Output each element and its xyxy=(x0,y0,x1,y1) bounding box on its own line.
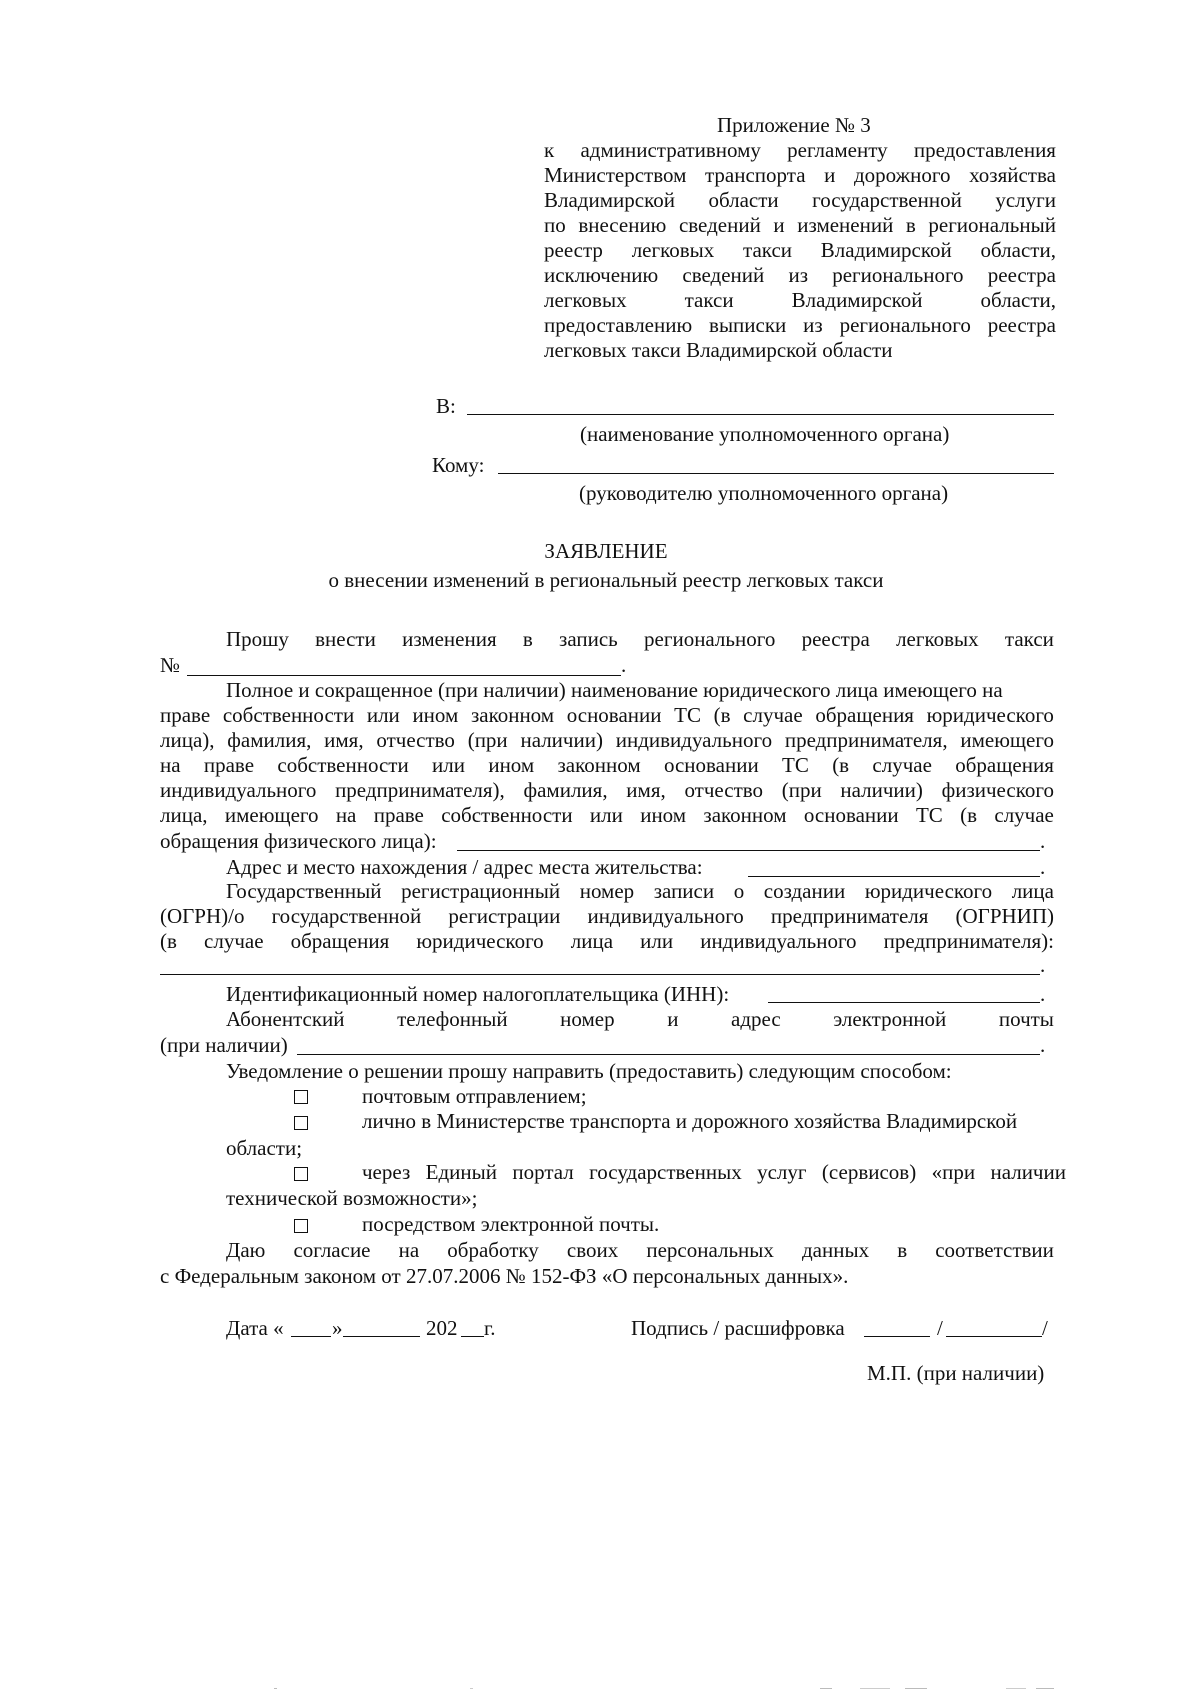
word: легковых xyxy=(896,627,979,651)
word: административному xyxy=(580,138,761,162)
word: Владимирской xyxy=(544,188,675,212)
word: регионального xyxy=(832,263,964,287)
word: ТС xyxy=(674,703,701,727)
word: основании xyxy=(566,703,662,727)
word: внесению xyxy=(578,213,667,237)
word: из xyxy=(803,313,823,337)
word: лица xyxy=(570,929,614,953)
justified-line xyxy=(544,188,1056,213)
word: регионального xyxy=(839,313,971,337)
word: регионального xyxy=(644,627,776,651)
word: изменений xyxy=(797,213,894,237)
word: дорожного xyxy=(853,163,951,187)
word: региональный xyxy=(928,213,1056,237)
word: Единый xyxy=(425,1160,497,1184)
word: исключению xyxy=(544,263,659,287)
word: легковых xyxy=(631,238,715,262)
word: (ОГРНИП) xyxy=(955,904,1054,928)
inn-period: . xyxy=(1040,982,1046,1006)
word: фамилия, xyxy=(227,728,312,752)
annex-title: Приложение № 3 xyxy=(717,113,871,137)
date-year: 202 xyxy=(426,1316,458,1340)
word: законном xyxy=(703,803,787,827)
word: Владимирской xyxy=(791,288,923,312)
word: случае xyxy=(994,803,1054,827)
word: данных xyxy=(802,1238,870,1262)
word: услуг xyxy=(757,1160,807,1184)
word: обращения xyxy=(290,929,390,953)
word: предпринимателя xyxy=(770,904,929,928)
word: физического xyxy=(941,778,1054,802)
word: наличии) xyxy=(840,778,923,802)
word: Владимирской xyxy=(820,238,952,262)
justified-line xyxy=(544,288,1056,313)
justified-line xyxy=(226,879,1054,904)
word: области, xyxy=(980,288,1056,312)
signature-name-field[interactable] xyxy=(946,1336,1042,1337)
owner-name-field[interactable] xyxy=(457,850,1040,851)
word: индивидуального xyxy=(700,929,857,953)
word: регистрации xyxy=(448,904,561,928)
word: индивидуального xyxy=(615,728,773,752)
word: сведений xyxy=(678,213,761,237)
justified-line xyxy=(160,803,1054,828)
signature-label: Подпись / расшифровка xyxy=(631,1316,845,1340)
word: наличии xyxy=(990,1160,1066,1184)
phone-last-line: (при наличии) xyxy=(160,1033,288,1057)
word: в xyxy=(522,627,533,651)
word: праве xyxy=(373,803,424,827)
owner-intro: Полное и сокращенное (при наличии) наименование юридического лица имеющего на xyxy=(226,678,1003,702)
word: персональных xyxy=(646,1238,774,1262)
word: такси xyxy=(684,288,734,312)
signature-field[interactable] xyxy=(864,1336,930,1337)
word: и xyxy=(824,163,836,187)
option-email: посредством электронной почты. xyxy=(362,1212,660,1236)
word: реестра xyxy=(801,627,870,651)
word: собственности xyxy=(441,803,573,827)
word: номер xyxy=(579,879,635,903)
word: или xyxy=(432,753,466,777)
word: ином xyxy=(640,803,687,827)
word: реестра xyxy=(987,263,1056,287)
owner-period: . xyxy=(1040,829,1046,853)
justified-line xyxy=(544,138,1056,163)
word: реестр xyxy=(544,238,603,262)
word: обращения xyxy=(955,753,1054,777)
word: предпринимателя, xyxy=(784,728,948,752)
whom-label: Кому: xyxy=(432,453,485,477)
word: адрес xyxy=(731,1007,781,1031)
word: такси xyxy=(1004,627,1054,651)
whom-field[interactable] xyxy=(498,473,1054,474)
word: имеющего xyxy=(224,803,319,827)
document-title: ЗАЯВЛЕНИЕ xyxy=(544,539,668,563)
date-prefix: Дата « xyxy=(226,1316,284,1340)
word: изменения xyxy=(402,627,497,651)
word: ТС xyxy=(782,753,809,777)
word: внести xyxy=(315,627,376,651)
justified-line xyxy=(160,753,1054,778)
word: запись xyxy=(559,627,618,651)
phone-text xyxy=(226,1007,1054,1032)
ogrn-field[interactable] xyxy=(160,974,1040,975)
word: праве xyxy=(203,753,255,777)
word: из xyxy=(788,263,809,287)
word: или xyxy=(640,929,674,953)
word: случае xyxy=(204,929,264,953)
inn-field[interactable] xyxy=(768,1002,1040,1003)
word: отчество xyxy=(684,778,764,802)
word: имя, xyxy=(324,728,364,752)
to-label: В: xyxy=(436,394,456,418)
word: (при xyxy=(467,728,508,752)
word: (в xyxy=(960,803,978,827)
word: Прошу xyxy=(226,627,289,651)
word: юридического xyxy=(416,929,544,953)
word: имя, xyxy=(626,778,666,802)
word: о xyxy=(733,879,745,903)
justified-line xyxy=(160,904,1054,929)
address-field[interactable] xyxy=(748,876,1040,877)
word: Министерством xyxy=(544,163,687,187)
justified-line xyxy=(544,238,1056,263)
word: законном xyxy=(470,703,555,727)
word: в xyxy=(897,1238,908,1262)
word: фамилия, xyxy=(523,778,608,802)
mail-checkbox[interactable] xyxy=(294,1090,308,1104)
word: и xyxy=(667,1007,679,1031)
consent-text xyxy=(226,1238,1054,1263)
justified-line xyxy=(544,263,1056,288)
word: по xyxy=(544,213,566,237)
word: сведений xyxy=(682,263,765,287)
word: государственной xyxy=(812,188,962,212)
word: почты xyxy=(998,1007,1054,1031)
word: Государственный xyxy=(226,879,382,903)
word: случае xyxy=(872,753,932,777)
word: отчество xyxy=(376,728,455,752)
justified-line xyxy=(160,728,1054,753)
word: ином xyxy=(488,753,535,777)
stamp-note: М.П. (при наличии) xyxy=(867,1361,1045,1385)
word: лица, xyxy=(160,803,208,827)
word: собственности xyxy=(277,753,409,777)
whom-caption: (руководителю уполномоченного органа) xyxy=(579,481,949,505)
word: юридического xyxy=(864,879,993,903)
signature-slash-2: / xyxy=(1042,1316,1048,1340)
word: на xyxy=(398,1238,420,1262)
word: или xyxy=(366,703,400,727)
email-checkbox[interactable] xyxy=(294,1219,308,1233)
word: праве xyxy=(160,703,211,727)
registry-number-field[interactable] xyxy=(187,675,621,676)
date-day-field[interactable] xyxy=(291,1336,331,1337)
word: транспорта xyxy=(704,163,806,187)
justified-line xyxy=(544,213,1056,238)
word: записи xyxy=(653,879,715,903)
word: хозяйства xyxy=(969,163,1056,187)
word: имеющего xyxy=(960,728,1054,752)
word: обработку xyxy=(447,1238,539,1262)
document-subtitle: о внесении изменений в региональный реестр легковых такси xyxy=(328,568,884,592)
phone-email-field[interactable] xyxy=(297,1054,1040,1055)
address-label: Адрес и место нахождения / адрес места жительства: xyxy=(226,855,703,879)
signature-slash-1: / xyxy=(937,1316,943,1340)
word: на xyxy=(160,753,181,777)
word: наличии) xyxy=(520,728,603,752)
word: обращения xyxy=(815,703,914,727)
date-year-field[interactable] xyxy=(461,1336,484,1337)
ogrn-period: . xyxy=(1040,953,1046,977)
justified-line xyxy=(544,313,1056,338)
notify-intro: Уведомление о решении прошу направить (предоставить) следующим способом: xyxy=(226,1059,952,1083)
personal-checkbox[interactable] xyxy=(294,1116,308,1130)
word: электронной xyxy=(833,1007,947,1031)
phone-period: . xyxy=(1040,1033,1046,1057)
word: на xyxy=(335,803,357,827)
word: телефонный xyxy=(397,1007,508,1031)
word: (в xyxy=(832,753,850,777)
scan-artifacts xyxy=(0,1688,1200,1690)
justified-line xyxy=(160,703,1054,728)
word: случае xyxy=(743,703,803,727)
to-caption: (наименование уполномоченного органа) xyxy=(580,422,950,446)
word: или xyxy=(589,803,623,827)
word: создании xyxy=(763,879,846,903)
word: области, xyxy=(980,238,1056,262)
word: Даю xyxy=(226,1238,266,1262)
word: регламенту xyxy=(787,138,888,162)
date-month-field[interactable] xyxy=(343,1336,420,1337)
word: легковых xyxy=(544,288,627,312)
word: портал xyxy=(512,1160,574,1184)
word: своих xyxy=(566,1238,619,1262)
word: ТС xyxy=(915,803,943,827)
word: согласие xyxy=(293,1238,371,1262)
word: выписки xyxy=(709,313,787,337)
address-period: . xyxy=(1040,855,1046,879)
date-mid: » xyxy=(332,1316,343,1340)
word: регистрационный xyxy=(401,879,561,903)
justified-line xyxy=(160,778,1054,803)
word: (в xyxy=(160,929,177,953)
word: номер xyxy=(560,1007,615,1031)
request-text xyxy=(226,627,1054,652)
word: законном xyxy=(557,753,641,777)
word: предпринимателя): xyxy=(883,929,1054,953)
word: основании xyxy=(663,753,759,777)
word: предоставлению xyxy=(544,313,693,337)
word: реестра xyxy=(987,313,1056,337)
consent-last-line: с Федеральным законом от 27.07.2006 № 152-ФЗ «О персональных данных». xyxy=(160,1264,849,1288)
word: (в xyxy=(713,703,731,727)
word: лица), xyxy=(160,728,215,752)
word: через xyxy=(362,1160,411,1184)
word: и xyxy=(773,213,785,237)
word: собственности xyxy=(222,703,355,727)
number-period: . xyxy=(621,653,627,677)
word: лица xyxy=(1011,879,1054,903)
word: «при xyxy=(931,1160,976,1184)
word: такси xyxy=(743,238,793,262)
portal-checkbox[interactable] xyxy=(294,1167,308,1181)
option-mail: почтовым отправлением; xyxy=(362,1084,587,1108)
word: (сервисов) xyxy=(821,1160,917,1184)
inn-label: Идентификационный номер налогоплательщика (ИНН): xyxy=(226,982,730,1006)
date-year-suffix: г. xyxy=(484,1316,496,1340)
word: юридического xyxy=(926,703,1054,727)
word: основании xyxy=(803,803,899,827)
option-personal-line1: лично в Министерстве транспорта и дорожного хозяйства Владимирской xyxy=(362,1109,1018,1133)
word: индивидуального xyxy=(160,778,317,802)
word: предпринимателя), xyxy=(335,778,505,802)
word: области xyxy=(708,188,779,212)
to-field[interactable] xyxy=(467,414,1054,415)
word: услуги xyxy=(995,188,1056,212)
owner-last-line: обращения физического лица): xyxy=(160,829,437,853)
word: (при xyxy=(781,778,822,802)
word: предоставления xyxy=(913,138,1056,162)
number-label: № xyxy=(160,653,181,677)
word: соответствии xyxy=(935,1238,1054,1262)
word: государственных xyxy=(589,1160,742,1184)
word: (ОГРН)/о xyxy=(160,904,245,928)
option-portal-line2: технической возможности»; xyxy=(226,1186,478,1210)
justified-line xyxy=(160,929,1054,954)
word: государственной xyxy=(271,904,422,928)
annex-last-line: легковых такси Владимирской области xyxy=(544,338,893,362)
word: к xyxy=(544,138,555,162)
word: в xyxy=(905,213,916,237)
option-portal-line1 xyxy=(362,1160,1066,1185)
word: Абонентский xyxy=(226,1007,345,1031)
word: ином xyxy=(412,703,459,727)
justified-line xyxy=(544,163,1056,188)
option-personal-line2: области; xyxy=(226,1136,303,1160)
word: индивидуального xyxy=(587,904,744,928)
